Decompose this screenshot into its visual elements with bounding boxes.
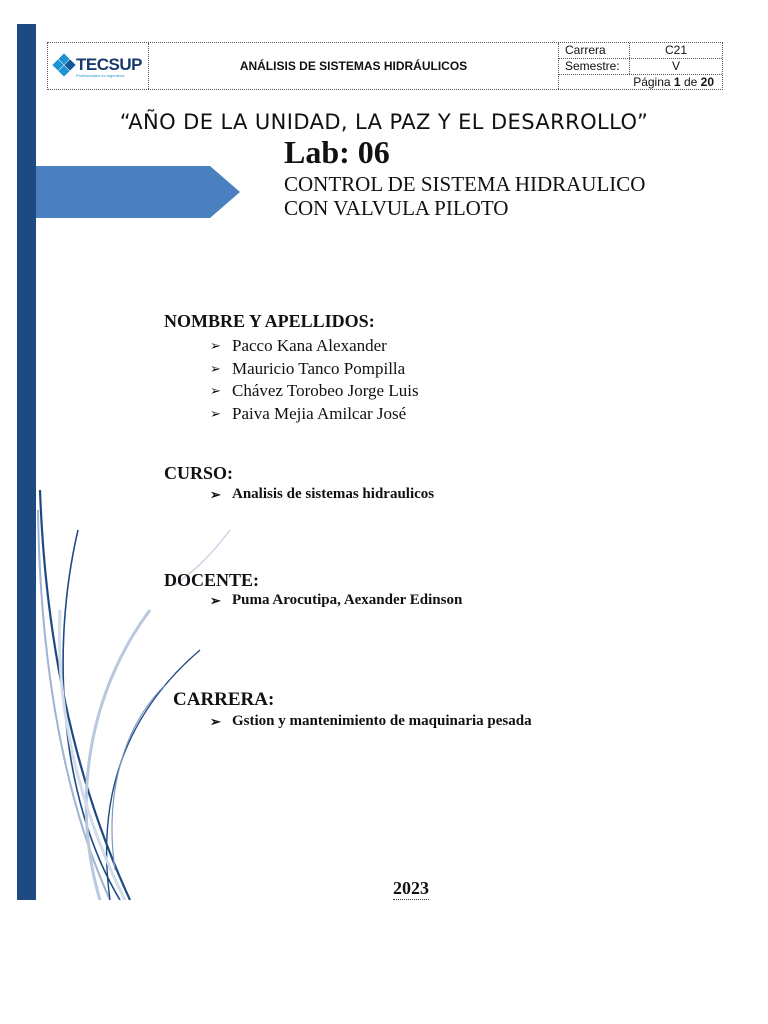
carrera-value: C21 <box>664 43 687 57</box>
lab-subtitle-line-2: CON VALVULA PILOTO <box>284 196 509 220</box>
list-item <box>210 592 462 609</box>
docente-list <box>210 592 462 609</box>
logo-text: TECSUP <box>76 54 142 74</box>
arrow-bullet-icon: ➢ <box>210 383 221 399</box>
curso-list <box>210 486 434 503</box>
docente-heading: DOCENTE: <box>164 570 260 590</box>
semestre-label: Semestre: <box>559 59 630 74</box>
name-text: Chávez Torobeo Jorge Luis <box>232 381 419 401</box>
decorative-swirl <box>0 470 260 900</box>
page-header-table <box>47 42 723 90</box>
page-current: 1 <box>673 75 681 89</box>
page-prefix: Página <box>633 75 671 89</box>
blue-arrow-banner <box>36 166 240 218</box>
year: 2023 <box>393 878 429 898</box>
arrow-bullet-icon: ➢ <box>210 405 221 421</box>
arrow-bullet-icon: ➢ <box>210 338 221 354</box>
docente-text: Puma Arocutipa, Aexander Edinson <box>232 592 463 608</box>
arrow-bullet-icon: ➢ <box>210 713 221 729</box>
page-row <box>559 75 722 90</box>
page-number <box>559 75 722 90</box>
carrera-list <box>210 713 532 730</box>
name-text: Paiva Mejia Amilcar José <box>232 403 407 423</box>
arrow-bullet-icon: ➢ <box>210 486 221 502</box>
semestre-row <box>559 59 722 75</box>
names-list <box>210 335 419 425</box>
curso-text: Analisis de sistemas hidraulicos <box>232 486 435 502</box>
arrow-bullet-icon: ➢ <box>210 360 221 376</box>
page-total: 20 <box>700 75 714 89</box>
tecsup-logo-icon <box>54 55 74 75</box>
motto-heading: “AÑO DE LA UNIDAD, LA PAZ Y EL DESARROLLO” <box>119 110 649 134</box>
name-text: Mauricio Tanco Pompilla <box>232 358 406 378</box>
list-item <box>210 403 419 426</box>
list-item <box>210 713 532 730</box>
logo-tagline: Profesionales en ingeniería <box>76 72 125 78</box>
lab-title: Lab: 06 <box>284 134 390 170</box>
list-item <box>210 358 419 381</box>
list-item <box>210 335 419 358</box>
list-item <box>210 486 434 503</box>
carrera-label: Carrera <box>559 43 630 58</box>
header-course-title: ANÁLISIS DE SISTEMAS HIDRÁULICOS <box>149 43 559 89</box>
page-of: de <box>683 75 698 89</box>
curso-heading: CURSO: <box>164 463 234 483</box>
lab-subtitle <box>284 172 724 220</box>
name-text: Pacco Kana Alexander <box>232 336 387 356</box>
semestre-value: V <box>671 59 680 73</box>
list-item <box>210 380 419 403</box>
carrera-text: Gstion y mantenimiento de maquinaria pesada <box>232 713 532 729</box>
tecsup-logo <box>48 43 149 89</box>
arrow-bullet-icon: ➢ <box>210 592 221 608</box>
carrera-row <box>559 43 722 59</box>
carrera-heading: CARRERA: <box>173 689 275 710</box>
names-heading: NOMBRE Y APELLIDOS: <box>164 311 375 331</box>
header-meta <box>559 43 722 89</box>
lab-subtitle-line-1: CONTROL DE SISTEMA HIDRAULICO <box>284 172 646 196</box>
